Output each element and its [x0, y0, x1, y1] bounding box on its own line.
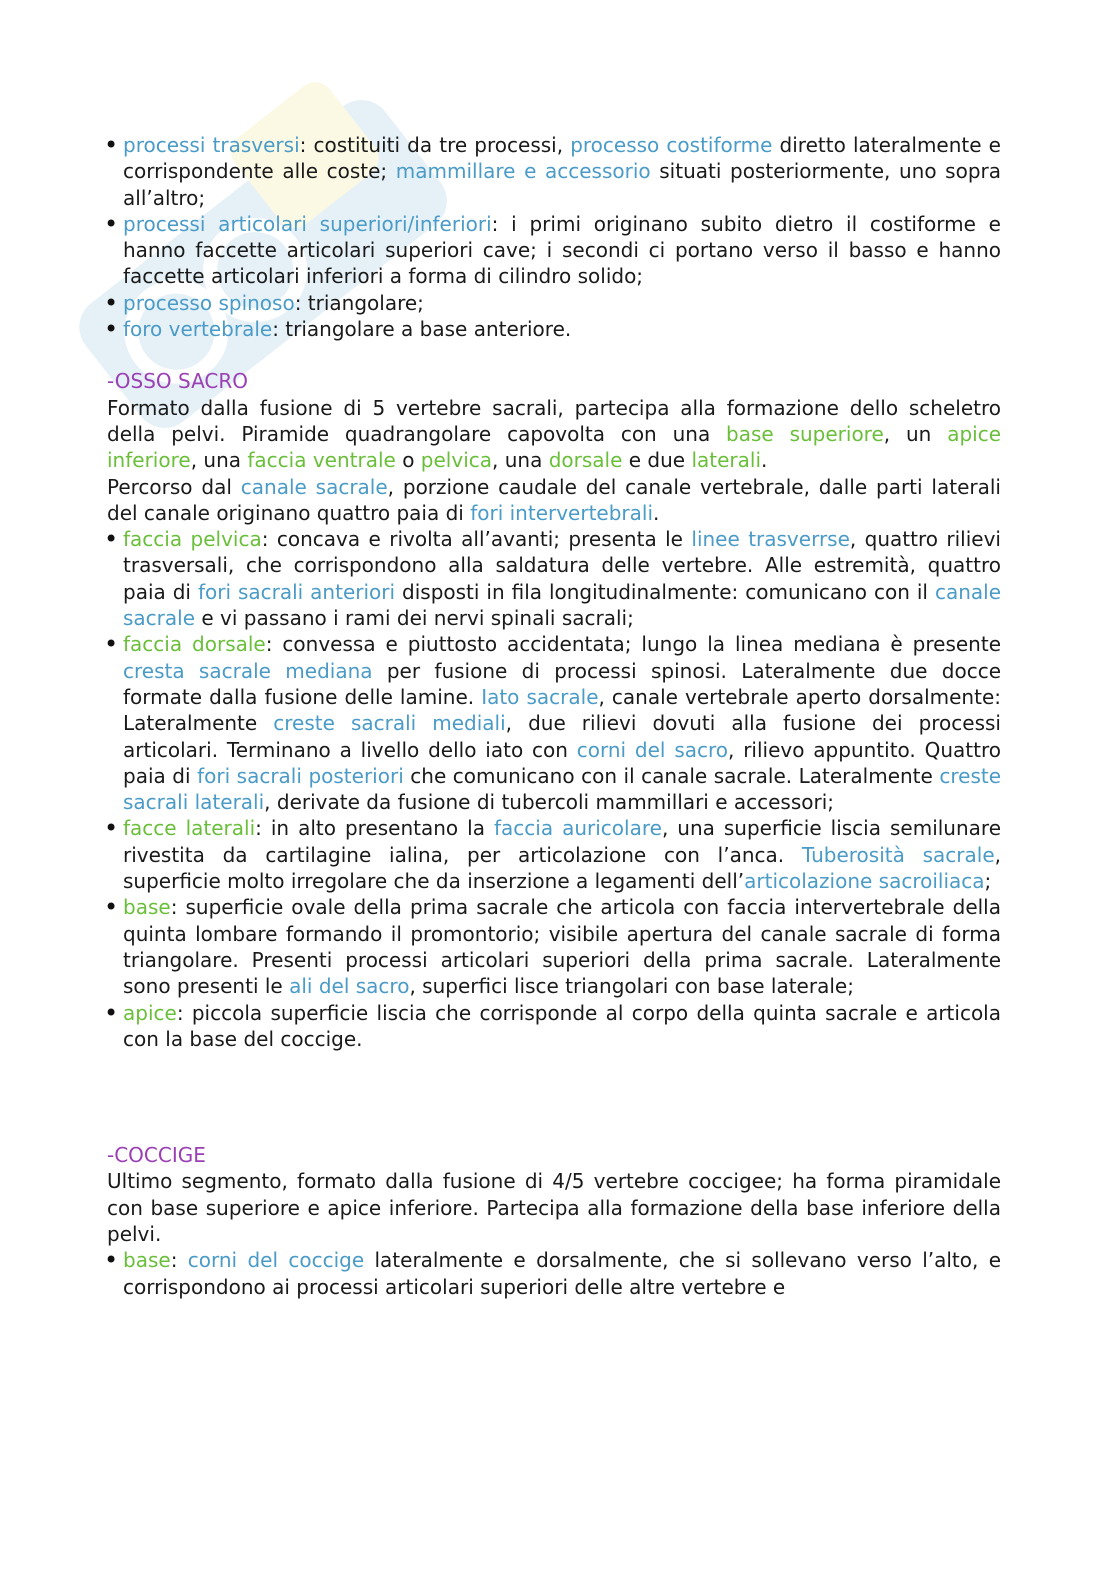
- body-text: disposti in fila longitudinalmente: comunicano con il: [395, 579, 935, 604]
- term-highlight: fori sacrali posteriori: [197, 763, 404, 788]
- section-heading-coccige: -COCCIGE: [107, 1143, 206, 1168]
- term-highlight: faccia ventrale: [247, 448, 396, 473]
- body-text: , quattro rilievi trasversali, che corrispondono alla saldatura delle vertebre. Alle estremità, quattro paia di: [123, 527, 1001, 604]
- osso-sacro-text: [107, 395, 1001, 526]
- body-text: , rilievo appuntito. Quattro paia di: [123, 737, 1001, 788]
- term-highlight: processi articolari superiori/inferiori: [123, 211, 492, 236]
- body-text: Ultimo segmento, formato dalla fusione di 4/5 vertebre coccigee; ha forma piramidale con base superiore e apice inferiore. Partecipa alla formazione della base inferiore della pelvi.: [107, 1169, 1001, 1246]
- body-text: : in alto presentano la: [255, 816, 494, 841]
- list-item: [107, 1247, 1001, 1300]
- body-text: , due rilievi dovuti alla fusione dei processi articolari. Terminano a livello dello iato con: [123, 711, 1001, 762]
- body-text: e vi passano i rami dei nervi spinali sacrali;: [195, 606, 634, 631]
- term-highlight: corni del sacro: [576, 737, 729, 762]
- paragraph: [107, 474, 1001, 527]
- body-text: che comunicano con il canale sacrale. Lateralmente: [403, 763, 940, 788]
- document-page: [107, 132, 1001, 1300]
- body-text: situati posteriormente, uno sopra all’altro;: [123, 159, 1001, 210]
- term-highlight: base: [123, 1248, 171, 1273]
- term-highlight: dorsale: [548, 448, 623, 473]
- term-highlight: laterali: [691, 448, 762, 473]
- body-text: Formato dalla fusione di 5 vertebre sacrali, partecipa alla formazione dello scheletro della pelvi. Piramide quadrangolare capovolta con una: [107, 395, 1001, 446]
- body-text: :: [170, 1248, 188, 1273]
- term-highlight: fori intervertebrali: [470, 500, 654, 525]
- term-highlight: base: [123, 895, 171, 920]
- body-text: diretto lateralmente e corrispondente alle coste;: [123, 133, 1001, 184]
- term-highlight: canale sacrale: [240, 474, 388, 499]
- body-text: : superficie ovale della prima sacrale che articola con faccia intervertebrale della quinta lombare formando il promontorio; visibile apertura del canale sacrale di forma triangolare. Presenti processi articolari superiori della prima sacrale. Lateralmente sono presenti le: [123, 895, 1001, 999]
- term-highlight: canale sacrale: [123, 579, 1001, 631]
- body-text: , canale vertebrale aperto dorsalmente: Lateralmente: [123, 684, 1001, 736]
- term-highlight: apice inferiore: [107, 421, 1001, 473]
- term-highlight: pelvica: [420, 448, 492, 473]
- list-item: [107, 132, 1001, 211]
- body-text: : costituiti da tre processi,: [299, 133, 571, 157]
- list-item: [107, 290, 1001, 316]
- coccige-text: [107, 1168, 1001, 1247]
- list-item: [107, 631, 1001, 815]
- body-text: , un: [883, 421, 948, 446]
- term-highlight: fori sacrali anteriori: [197, 579, 396, 604]
- term-highlight: corni del coccige: [187, 1248, 365, 1273]
- term-highlight: cresta sacrale mediana: [123, 658, 373, 683]
- body-text: , una: [492, 448, 549, 473]
- body-text: ;: [984, 869, 992, 894]
- list-item: [107, 815, 1001, 894]
- body-text: Percorso dal: [107, 474, 241, 499]
- body-text: , porzione caudale del canale vertebrale, dalle parti laterali del canale originano quattro paia di: [107, 474, 1001, 525]
- coccige-bullet-list: [107, 1247, 1001, 1300]
- body-text: , superfici lisce triangolari con base laterale;: [409, 974, 854, 999]
- body-text: : convessa e piuttosto accidentata; lungo la linea mediana è presente: [265, 632, 1002, 657]
- term-highlight: faccia auricolare: [493, 816, 662, 841]
- list-item: [107, 1000, 1001, 1053]
- body-text: o: [395, 448, 421, 473]
- term-highlight: processi trasversi: [123, 133, 300, 157]
- list-item: [107, 211, 1001, 290]
- body-text: : triangolare;: [294, 290, 424, 315]
- body-text: .: [653, 500, 660, 525]
- term-highlight: creste sacrali mediali: [273, 711, 506, 736]
- term-highlight: linee trasverrse: [691, 527, 850, 552]
- body-text: , una: [190, 448, 248, 473]
- list-item: [107, 894, 1001, 999]
- term-highlight: articolazione sacroiliaca: [744, 869, 985, 894]
- term-highlight: foro vertebrale: [123, 317, 273, 342]
- term-highlight: processo costiforme: [570, 133, 773, 157]
- paragraph: [107, 1168, 1001, 1247]
- body-text: e due: [622, 448, 692, 473]
- body-text: : piccola superficie liscia che corrisponde al corpo della quinta sacrale e articola con la base del coccige.: [123, 1000, 1001, 1051]
- body-text: : concava e rivolta all’avanti; presenta le: [261, 527, 692, 552]
- body-text: .: [761, 448, 768, 473]
- intro-bullet-list: [107, 132, 1001, 342]
- body-text: per fusione di processi spinosi. Lateralmente due docce formate dalla fusione delle lamine.: [123, 658, 1001, 709]
- list-item: [107, 316, 1001, 342]
- term-highlight: faccia pelvica: [123, 527, 262, 552]
- body-text: : triangolare a base anteriore.: [272, 317, 572, 342]
- osso-sacro-bullet-list: [107, 526, 1001, 1052]
- term-highlight: faccia dorsale: [123, 632, 266, 657]
- term-highlight: Tuberosità sacrale: [801, 842, 995, 867]
- body-text: , superficie molto irregolare che da inserzione a legamenti dell’: [123, 842, 1002, 894]
- paragraph: [107, 395, 1001, 474]
- body-text: : i primi originano subito dietro il costiforme e hanno faccette articolari superiori cave; i secondi ci portano verso il basso e hanno faccette articolari inferiori a forma di cilindro solido;: [123, 211, 1001, 289]
- term-highlight: creste sacrali laterali: [123, 763, 1002, 815]
- body-text: , una superficie liscia semilunare rivestita da cartilagine ialina, per articolazione con l’anca.: [123, 816, 1002, 867]
- list-item: [107, 526, 1001, 631]
- body-text: , derivate da fusione di tubercoli mammillari e accessori;: [264, 790, 835, 815]
- term-highlight: base superiore: [726, 421, 884, 446]
- term-highlight: facce laterali: [123, 816, 256, 841]
- term-highlight: Iato sacrale: [481, 684, 599, 709]
- section-heading-osso-sacro: -OSSO SACRO: [107, 369, 249, 394]
- term-highlight: apice: [123, 1000, 177, 1025]
- term-highlight: mammillare e accessorio: [395, 159, 651, 184]
- term-highlight: processo spinoso: [123, 290, 295, 315]
- body-text: lateralmente e dorsalmente, che si sollevano verso l’alto, e corrispondono ai processi articolari superiori delle altre vertebre e: [123, 1248, 1001, 1299]
- term-highlight: ali del sacro: [289, 974, 410, 999]
